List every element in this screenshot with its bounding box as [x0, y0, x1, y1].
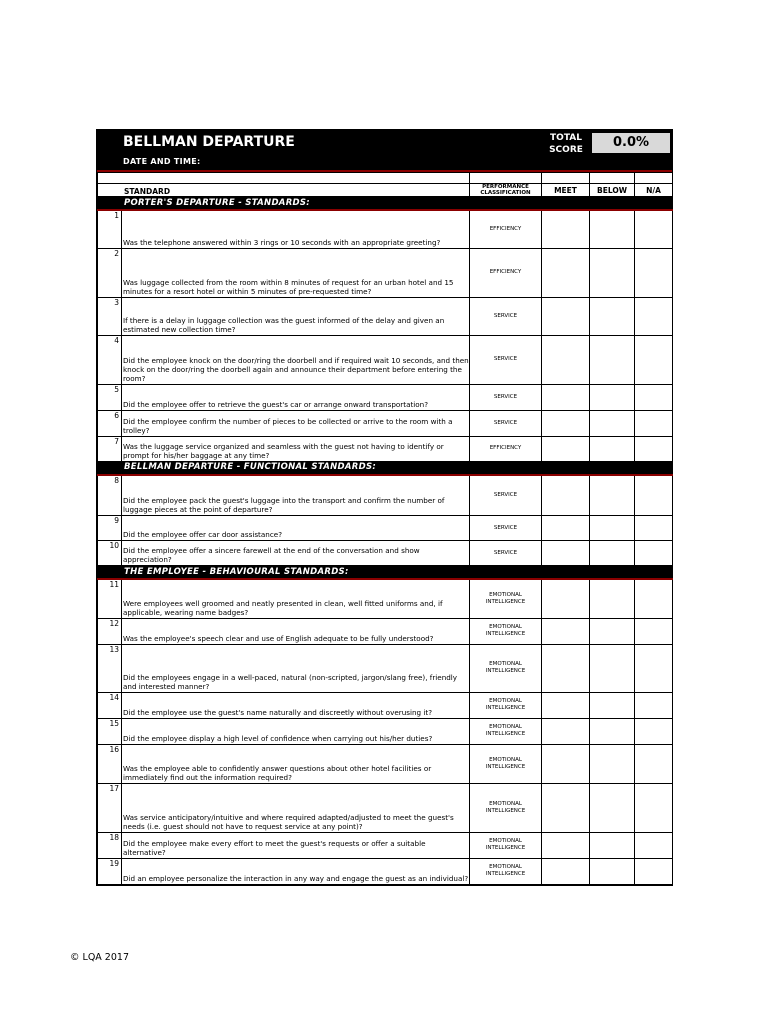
- classification: SERVICE: [470, 335, 542, 384]
- meet-cell[interactable]: [542, 248, 590, 297]
- question-text: Did the employee use the guest's name naturally and discreetly without overusing it?: [122, 692, 470, 718]
- below-cell[interactable]: [590, 858, 635, 884]
- na-cell[interactable]: [635, 297, 673, 335]
- na-cell[interactable]: [635, 618, 673, 644]
- question-number: 1: [98, 210, 122, 248]
- table-row: [98, 832, 673, 858]
- table-row: [98, 644, 673, 692]
- na-column-header: N/A: [635, 184, 673, 197]
- question-text: Did the employee knock on the door/ring the doorbell and if required wait 10 seconds, and then knock on the door/ring the doorbell again and announce their department before entering the room?: [122, 335, 470, 384]
- na-cell[interactable]: [635, 475, 673, 516]
- na-cell[interactable]: [635, 858, 673, 884]
- classification: EMOTIONAL INTELLIGENCE: [470, 832, 542, 858]
- classification: EMOTIONAL INTELLIGENCE: [470, 579, 542, 618]
- table-row: [98, 541, 673, 566]
- meet-cell[interactable]: [542, 618, 590, 644]
- question-text: Was the employee's speech clear and use of English adequate to be fully understood?: [122, 618, 470, 644]
- meet-cell[interactable]: [542, 692, 590, 718]
- question-number: 13: [98, 644, 122, 692]
- question-text: Did the employee offer car door assistance?: [122, 516, 470, 541]
- below-cell[interactable]: [590, 335, 635, 384]
- question-text: If there is a delay in luggage collection was the guest informed of the delay and given an estimated new collection time?: [122, 297, 470, 335]
- sheet-title: BELLMAN DEPARTURE: [123, 134, 295, 150]
- classification: EFFICIENCY: [470, 210, 542, 248]
- below-cell[interactable]: [590, 516, 635, 541]
- meet-cell[interactable]: [542, 541, 590, 566]
- meet-cell[interactable]: [542, 718, 590, 744]
- below-cell[interactable]: [590, 618, 635, 644]
- meet-cell[interactable]: [542, 832, 590, 858]
- classification: EMOTIONAL INTELLIGENCE: [470, 783, 542, 832]
- classification-column-header: PERFORMANCE CLASSIFICATION: [470, 184, 542, 197]
- section-title: BELLMAN DEPARTURE - FUNCTIONAL STANDARDS:: [98, 461, 673, 475]
- meet-cell[interactable]: [542, 858, 590, 884]
- question-number: 18: [98, 832, 122, 858]
- question-number: 11: [98, 579, 122, 618]
- classification: EMOTIONAL INTELLIGENCE: [470, 644, 542, 692]
- meet-cell[interactable]: [542, 579, 590, 618]
- question-number: 14: [98, 692, 122, 718]
- meet-cell[interactable]: [542, 384, 590, 410]
- na-cell[interactable]: [635, 384, 673, 410]
- table-row: [98, 210, 673, 248]
- classification: SERVICE: [470, 541, 542, 566]
- meet-column-header: MEET: [542, 184, 590, 197]
- classification: EMOTIONAL INTELLIGENCE: [470, 718, 542, 744]
- classification: EMOTIONAL INTELLIGENCE: [470, 692, 542, 718]
- na-cell[interactable]: [635, 516, 673, 541]
- sheet-header: [97, 130, 672, 170]
- question-text: Did the employees engage in a well-paced, natural (non-scripted, jargon/slang free), friendly and interested manner?: [122, 644, 470, 692]
- column-header-row: [98, 184, 673, 197]
- table-row: [98, 475, 673, 516]
- below-cell[interactable]: [590, 297, 635, 335]
- na-cell[interactable]: [635, 248, 673, 297]
- meet-cell[interactable]: [542, 644, 590, 692]
- question-number: 10: [98, 541, 122, 566]
- na-cell[interactable]: [635, 579, 673, 618]
- meet-cell[interactable]: [542, 210, 590, 248]
- classification: EFFICIENCY: [470, 248, 542, 297]
- below-cell[interactable]: [590, 248, 635, 297]
- meet-cell[interactable]: [542, 783, 590, 832]
- question-number: 12: [98, 618, 122, 644]
- na-cell[interactable]: [635, 692, 673, 718]
- question-text: Was the employee able to confidently answer questions about other hotel facilities or immediately find out the information required?: [122, 744, 470, 783]
- na-cell[interactable]: [635, 832, 673, 858]
- question-text: Did an employee personalize the interaction in any way and engage the guest as an individual?: [122, 858, 470, 884]
- meet-cell[interactable]: [542, 436, 590, 461]
- copyright-footer: © LQA 2017: [70, 952, 129, 963]
- classification: EMOTIONAL INTELLIGENCE: [470, 744, 542, 783]
- classification: SERVICE: [470, 475, 542, 516]
- below-column-header: BELOW: [590, 184, 635, 197]
- question-text: Did the employee make every effort to meet the guest's requests or offer a suitable alternative?: [122, 832, 470, 858]
- table-row: [98, 248, 673, 297]
- below-cell[interactable]: [590, 644, 635, 692]
- classification: SERVICE: [470, 384, 542, 410]
- meet-cell[interactable]: [542, 475, 590, 516]
- below-cell[interactable]: [590, 579, 635, 618]
- audit-sheet: [96, 129, 673, 886]
- table-row: [98, 516, 673, 541]
- classification: EMOTIONAL INTELLIGENCE: [470, 618, 542, 644]
- na-cell[interactable]: [635, 335, 673, 384]
- question-text: Was the luggage service organized and seamless with the guest not having to identify or prompt for his/her baggage at any time?: [122, 436, 470, 461]
- below-cell[interactable]: [590, 210, 635, 248]
- below-cell[interactable]: [590, 384, 635, 410]
- table-row: [98, 410, 673, 436]
- question-text: Did the employee pack the guest's luggage into the transport and confirm the number of luggage pieces at the point of departure?: [122, 475, 470, 516]
- section-title: PORTER'S DEPARTURE - STANDARDS:: [98, 197, 673, 211]
- total-score-value: 0.0%: [591, 132, 671, 154]
- below-cell[interactable]: [590, 783, 635, 832]
- table-row: [98, 335, 673, 384]
- question-number: 8: [98, 475, 122, 516]
- classification: SERVICE: [470, 297, 542, 335]
- section-header: [98, 197, 673, 211]
- date-time-label: DATE AND TIME:: [123, 157, 201, 166]
- blank-row: [98, 173, 673, 184]
- question-number: 3: [98, 297, 122, 335]
- question-number: 17: [98, 783, 122, 832]
- classification: SERVICE: [470, 410, 542, 436]
- below-cell[interactable]: [590, 832, 635, 858]
- question-text: Was service anticipatory/intuitive and where required adapted/adjusted to meet the guest's needs (i.e. guest should not have to request service at any point)?: [122, 783, 470, 832]
- section-title: THE EMPLOYEE - BEHAVIOURAL STANDARDS:: [98, 566, 673, 580]
- meet-cell[interactable]: [542, 335, 590, 384]
- table-row: [98, 436, 673, 461]
- question-text: Did the employee display a high level of confidence when carrying out his/her duties?: [122, 718, 470, 744]
- standard-column-header: STANDARD: [98, 184, 470, 197]
- question-number: 5: [98, 384, 122, 410]
- question-text: Were employees well groomed and neatly presented in clean, well fitted uniforms and, if applicable, wearing name badges?: [122, 579, 470, 618]
- table-row: [98, 692, 673, 718]
- below-cell[interactable]: [590, 692, 635, 718]
- question-number: 9: [98, 516, 122, 541]
- section-header: [98, 566, 673, 580]
- table-row: [98, 783, 673, 832]
- question-number: 6: [98, 410, 122, 436]
- na-cell[interactable]: [635, 744, 673, 783]
- table-row: [98, 744, 673, 783]
- question-number: 2: [98, 248, 122, 297]
- table-row: [98, 718, 673, 744]
- question-number: 7: [98, 436, 122, 461]
- below-cell[interactable]: [590, 541, 635, 566]
- na-cell[interactable]: [635, 210, 673, 248]
- meet-cell[interactable]: [542, 297, 590, 335]
- below-cell[interactable]: [590, 718, 635, 744]
- meet-cell[interactable]: [542, 516, 590, 541]
- below-cell[interactable]: [590, 410, 635, 436]
- question-text: Was the telephone answered within 3 rings or 10 seconds with an appropriate greeting?: [122, 210, 470, 248]
- below-cell[interactable]: [590, 436, 635, 461]
- below-cell[interactable]: [590, 475, 635, 516]
- na-cell[interactable]: [635, 541, 673, 566]
- na-cell[interactable]: [635, 783, 673, 832]
- question-text: Was luggage collected from the room within 8 minutes of request for an urban hotel and 15 minutes for a resort hotel or within 5 minutes of pre-requested time?: [122, 248, 470, 297]
- table-row: [98, 579, 673, 618]
- question-number: 15: [98, 718, 122, 744]
- question-number: 4: [98, 335, 122, 384]
- na-cell[interactable]: [635, 410, 673, 436]
- question-text: Did the employee offer a sincere farewell at the end of the conversation and show appreciation?: [122, 541, 470, 566]
- table-row: [98, 297, 673, 335]
- standards-table: [97, 172, 673, 885]
- meet-cell[interactable]: [542, 410, 590, 436]
- classification: EFFICIENCY: [470, 436, 542, 461]
- question-text: Did the employee offer to retrieve the guest's car or arrange onward transportation?: [122, 384, 470, 410]
- question-number: 16: [98, 744, 122, 783]
- classification: EMOTIONAL INTELLIGENCE: [470, 858, 542, 884]
- below-cell[interactable]: [590, 744, 635, 783]
- section-header: [98, 461, 673, 475]
- question-number: 19: [98, 858, 122, 884]
- question-text: Did the employee confirm the number of pieces to be collected or arrive to the room with a trolley?: [122, 410, 470, 436]
- table-row: [98, 618, 673, 644]
- table-row: [98, 858, 673, 884]
- na-cell[interactable]: [635, 436, 673, 461]
- na-cell[interactable]: [635, 644, 673, 692]
- total-score-label: TOTAL SCORE: [549, 133, 583, 155]
- meet-cell[interactable]: [542, 744, 590, 783]
- na-cell[interactable]: [635, 718, 673, 744]
- table-row: [98, 384, 673, 410]
- classification: SERVICE: [470, 516, 542, 541]
